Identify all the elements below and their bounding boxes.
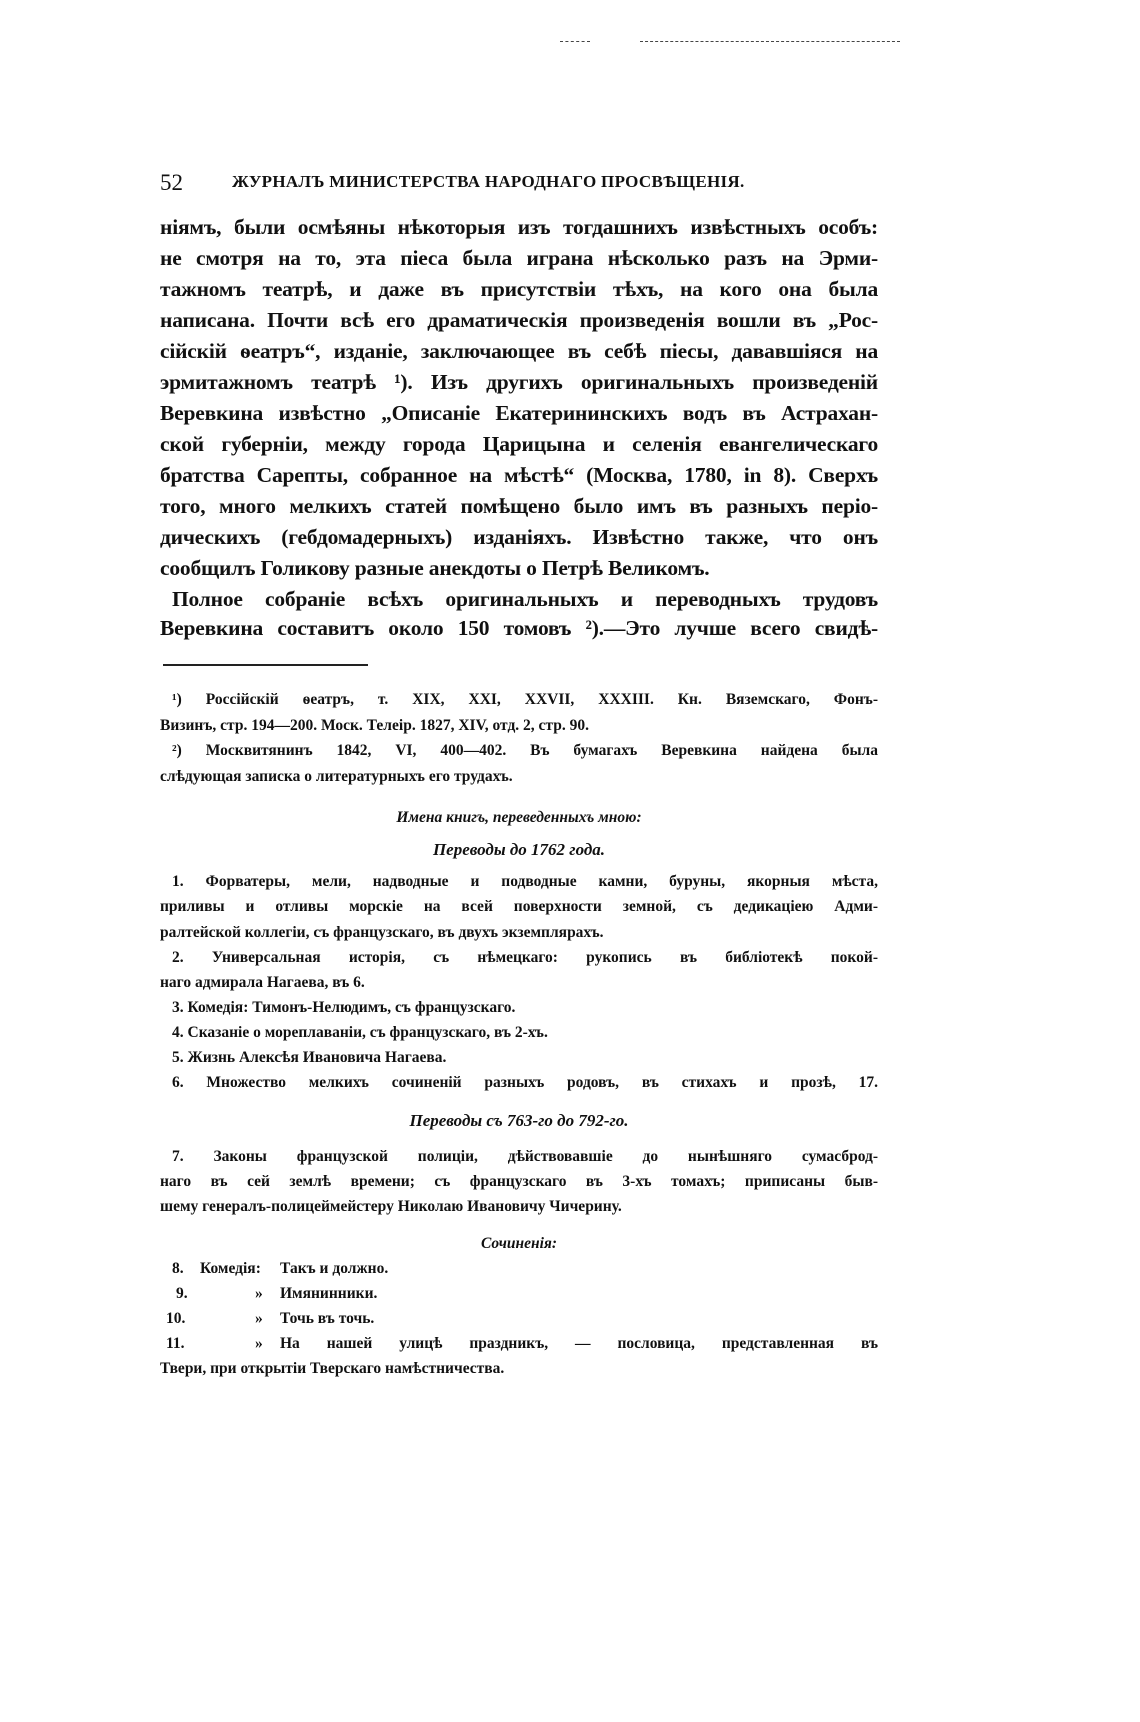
body-line: ской губерніи, между города Царицына и селенія евангелическаго — [160, 432, 878, 456]
list-item-line: ралтейской коллегіи, съ французскаго, въ двухъ экземплярахъ. — [160, 924, 604, 941]
work-number: 9. — [176, 1285, 188, 1302]
section-heading: Переводы до 1762 года. — [432, 840, 606, 859]
work-number: 11. — [166, 1335, 185, 1352]
list-item-line: 3. Комедія: Тимонъ-Нелюдимъ, съ французскаго. — [172, 999, 516, 1016]
work-title: Имянинники. — [280, 1285, 378, 1302]
body-line: того, много мелкихъ статей помѣщено было имъ въ разныхъ періо- — [160, 494, 878, 518]
list-item-line: 7. Законы французской полиціи, дѣйствовавшіе до нынѣшняго сумасброд- — [172, 1148, 878, 1165]
section-heading: Сочиненія: — [480, 1235, 558, 1252]
footnote-line: Визинъ, стр. 194—200. Моск. Телеір. 1827, XIV, отд. 2, стр. 90. — [160, 717, 589, 734]
page-number: 52 — [160, 170, 183, 195]
work-number: 8. — [172, 1260, 184, 1277]
list-item-line: 6. Множество мелкихъ сочиненій разныхъ родовъ, въ стихахъ и прозѣ, 17. — [172, 1074, 878, 1091]
paragraph-line: Полное собраніе всѣхъ оригинальныхъ и переводныхъ трудовъ — [172, 587, 878, 611]
work-mark: » — [255, 1285, 263, 1302]
work-number: 10. — [166, 1310, 186, 1327]
body-line: Веревкина извѣстно „Описаніе Екатерининскихъ водъ въ Астрахан- — [160, 401, 878, 425]
list-item-line: 5. Жизнь Алексѣя Ивановича Нагаева. — [172, 1049, 447, 1066]
footnote-line: ²) Москвитянинъ 1842, VI, 400—402. Въ бумагахъ Веревкина найдена была — [172, 742, 878, 759]
list-item-line: шему генералъ-полицеймейстеру Николаю Ивановичу Чичерину. — [160, 1198, 622, 1215]
body-line: братства Сарепты, собранное на мѣстѣ“ (Москва, 1780, in 8). Сверхъ — [160, 463, 878, 487]
list-item-line: 1. Форватеры, мели, надводные и подводные камни, буруны, якорныя мѣста, — [172, 873, 878, 890]
section-heading: Имена книгъ, переведенныхъ мною: — [396, 809, 642, 826]
section-heading: Переводы съ 763-го до 792-го. — [409, 1111, 629, 1130]
footnote-line: слѣдующая записка о литературныхъ его трудахъ. — [160, 768, 513, 785]
paragraph-line: Веревкина составитъ около 150 томовъ ²).—Это лучше всего свидѣ- — [160, 616, 878, 640]
footnote-line: ¹) Россійскій ѳеатръ, т. XIX, XXI, XXVII, XXXIII. Кн. Вяземскаго, Фонъ- — [172, 691, 878, 708]
body-line: эрмитажномъ театрѣ ¹). Изъ другихъ оригинальныхъ произведеній — [160, 370, 878, 394]
work-mark: » — [255, 1335, 263, 1352]
work-mark: Комедія: — [200, 1260, 261, 1277]
work-title: Такъ и должно. — [280, 1260, 389, 1277]
body-line: ніямъ, были осмѣяны нѣкоторыя изъ тогдашнихъ извѣстныхъ особъ: — [160, 215, 878, 239]
body-line: написана. Почти всѣ его драматическія произведенія вошли въ „Рос- — [160, 308, 878, 332]
list-item-line: 2. Универсальная исторія, съ нѣмецкаго: рукопись въ библіотекѣ покой- — [172, 949, 878, 966]
running-title: ЖУРНАЛЪ МИНИСТЕРСТВА НАРОДНАГО ПРОСВѢЩЕНІЯ. — [232, 172, 745, 191]
scan-artifact — [560, 41, 590, 43]
body-line: сообщилъ Голикову разные анекдоты о Петрѣ Великомъ. — [160, 556, 710, 580]
work-mark: » — [255, 1310, 263, 1327]
list-item-line: наго адмирала Нагаева, въ 6. — [160, 974, 365, 991]
work-title: Точь въ точь. — [280, 1310, 375, 1327]
body-line: дическихъ (гебдомадерныхъ) изданіяхъ. Извѣстно также, что онъ — [160, 525, 878, 549]
body-line: тажномъ театрѣ, и даже въ присутствіи тѣхъ, на кого она была — [160, 277, 878, 301]
scan-artifact — [640, 41, 900, 43]
list-item-line: приливы и отливы морскіе на всей поверхности земной, съ дедикаціею Адми- — [160, 898, 878, 915]
list-item-line: наго въ сей землѣ времени; съ французскаго въ 3-хъ томахъ; приписаны быв- — [160, 1173, 878, 1190]
body-line: сійскій ѳеатръ“, изданіе, заключающее въ себѣ піесы, дававшіяся на — [160, 339, 878, 363]
work-title: На нашей улицѣ праздникъ, — пословица, представленная въ — [280, 1335, 878, 1352]
list-item-line: 4. Сказаніе о мореплаваніи, съ французскаго, въ 2-хъ. — [172, 1024, 548, 1041]
list-item-line: Твери, при открытіи Тверскаго намѣстничества. — [160, 1360, 505, 1377]
footnote-separator — [163, 664, 368, 666]
body-line: не смотря на то, эта піеса была играна нѣсколько разъ на Эрми- — [160, 246, 878, 270]
